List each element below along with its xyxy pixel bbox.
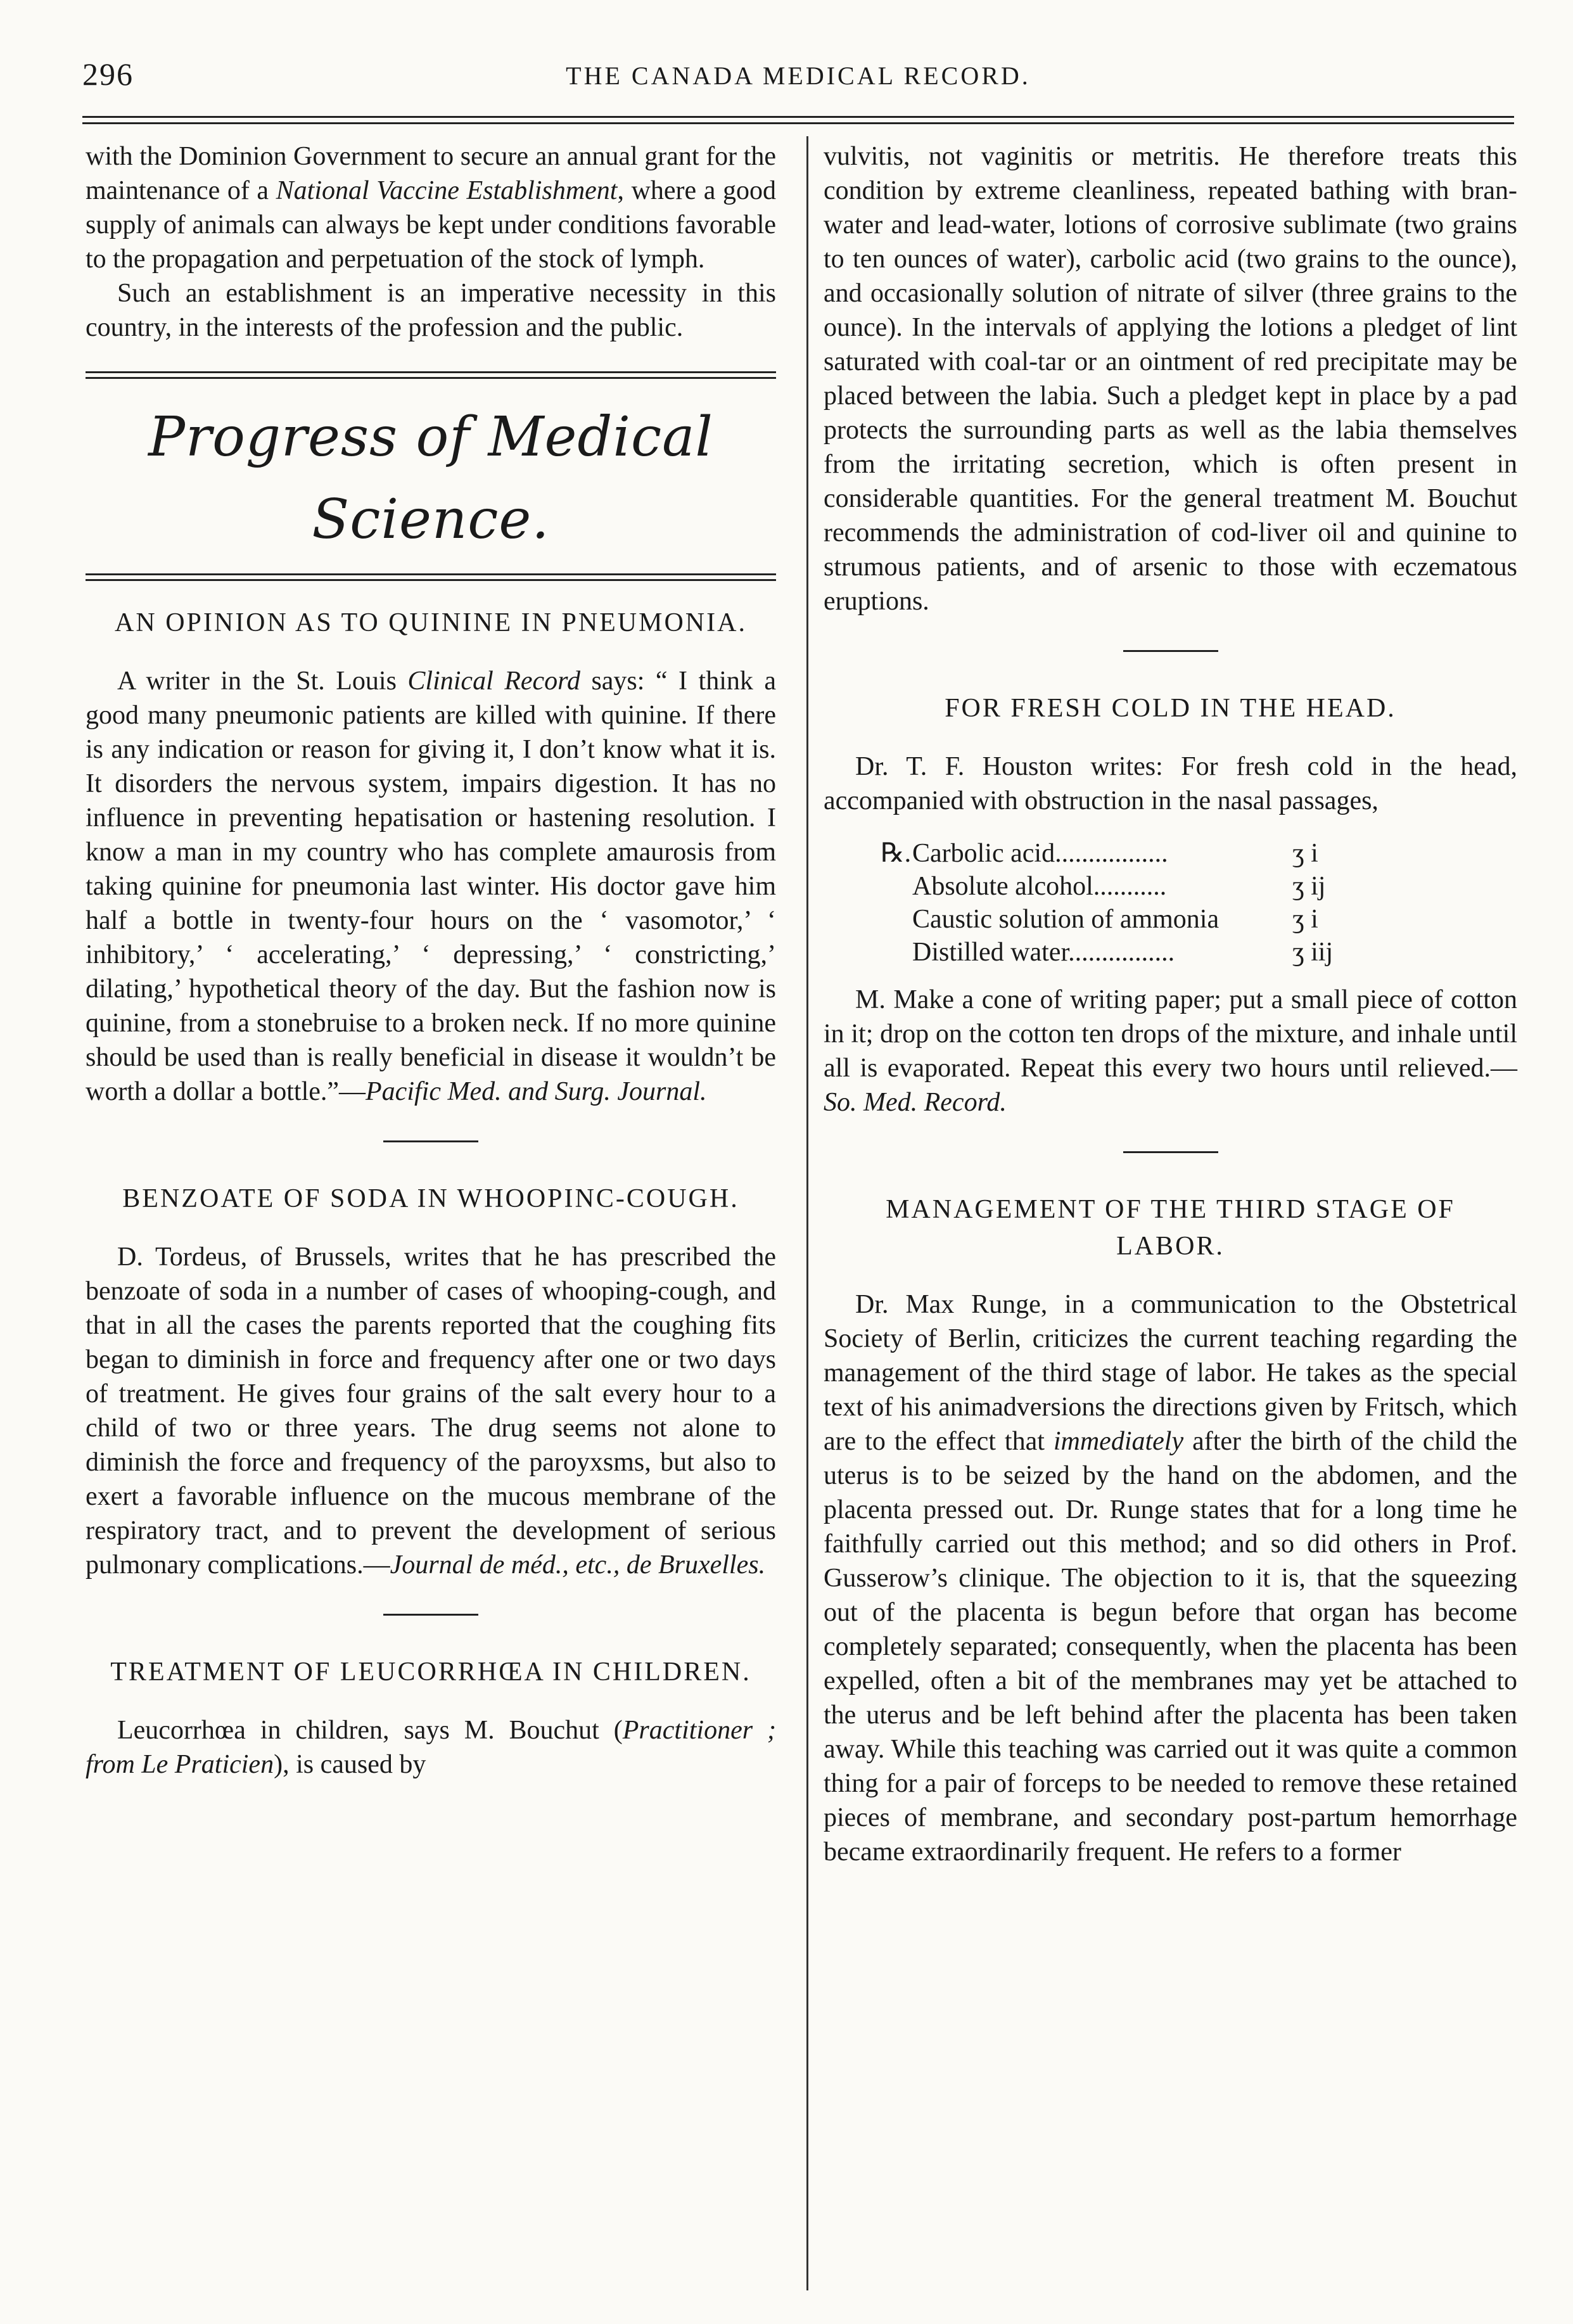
article-separator — [383, 1614, 478, 1616]
quinine-paragraph: A writer in the St. Louis Clinical Record says: “ I think a good many pneumonic patients are killed with quinine. If there is any indication or reason for giving it, I don’t know what it is. It disorders the nervous system, impairs digestion. It has no influence in preventing hepatisation or hastening resolution. I know a man in my country who has complete amaurosis from taking quinine for pneumonia last winter. His doctor gave him half a bottle in twenty-four hours on the ‘ vasomotor,’ ‘ inhibitory,’ ‘ accelerating,’ ‘ depressing,’ ‘ constricting,’ dilating,’ hypothetical theory of the day. But the fashion now is quinine, from a stonebruise to a broken neck. If no more quinine should be used than is really beneficial in disease it wouldn’t be worth a dollar a bottle.”—Pacific Med. and Surg. Journal. — [86, 667, 776, 1106]
necessity-paragraph: Such an establishment is an imperative necessity in this country, in the interests of the profession and the public. — [86, 279, 776, 342]
cold-title: FOR FRESH COLD IN THE HEAD. — [945, 694, 1396, 723]
prescription — [881, 837, 1517, 969]
running-head — [82, 56, 1514, 106]
labor-paragraph: Dr. Max Runge, in a communication to the Obstetrical Society of Berlin, criticizes the current teaching regarding the management of the third stage of labor. He takes as the special text of his animadversions the directions given by Fritsch, which are to the effect that immediately after the birth of the child the uterus is to be seized by the hand on the abdomen, and the placenta pressed out. Dr. Runge states that for a long time he faithfully carried out this method; and so did others in Prof. Gusserow’s clinique. The objection to it is, that the squeezing out of the placenta is begun before that organ has become completely separated; consequently, when the placenta has been expelled, often a bit of the membranes may yet be attached to the uterus and be left behind after the placenta has been taken away. While this teaching was carried out it was quite a common thing for a pair of forceps to be needed to remove these retained pieces of membrane, and secondary post-partum hemorrhage became extraordinarily frequent. He refers to a former — [824, 1290, 1517, 1867]
section-banner: Progress of Medical Science. — [148, 405, 713, 551]
quinine-title: AN OPINION AS TO QUININE IN PNEUMONIA. — [115, 608, 747, 637]
article-separator — [1123, 1151, 1218, 1153]
leucorrhoea-title: TREATMENT OF LEUCORRHŒA IN CHILDREN. — [110, 1657, 751, 1687]
section-double-rule — [86, 371, 776, 377]
benzoate-paragraph: D. Tordeus, of Brussels, writes that he has prescribed the benzoate of soda in a number of cases of whooping-cough, and that in all the cases the parents reported that the coughing fits began to diminish in force and frequency after one or two days of treatment. He gives four grains of the salt every hour to a child of two or three years. The drug seems not alone to diminish the force and frequency of the paroyxsms, but also to exert a favorable influence on the mucous membrane of the respiratory tract, and to prevent the development of serious pulmonary complications.—Journal de méd., etc., de Bruxelles. — [86, 1242, 776, 1580]
leucorrhoea-continuation: vulvitis, not vaginitis or metritis. He therefore treats this condition by extreme cleanliness, repeated bathing with bran-water and lead-water, lotions of corrosive sublimate (two grains to ten ounces of water), carbolic acid (two grains to the ounce), and occasionally solution of nitrate of silver (three grains to the ounce). In the intervals of applying the lotions a pledget of lint saturated with coal-tar or an ointment of red precipitate may be placed between the labia. Such a pledget kept in place by a pad protects the surrounding parts as well as the labia themselves from the irritating secretion, which is often present in considerable quantities. For the general treatment M. Bouchut recommends the administration of cod-liver oil and quinine to strumous patients, and of arsenic to those with eczematous eruptions. — [824, 142, 1517, 616]
recipe-symbol: ℞. — [881, 839, 912, 868]
benzoate-source: Journal de méd., etc., de Bruxelles. — [390, 1550, 766, 1580]
header-rule-top — [82, 116, 1514, 118]
prescription-line: Absolute alcohol........... ʒ ij — [912, 872, 1326, 901]
article-separator — [383, 1140, 478, 1142]
leucorrhoea-paragraph: Leucorrhœa in children, says M. Bouchut (Practitioner ; from Le Praticien), is caused by — [86, 1716, 776, 1779]
page-number: 296 — [82, 56, 134, 92]
prescription-line: ℞. Carbolic acid................. ʒ i — [881, 837, 1517, 870]
cold-directions: M. Make a cone of writing paper; put a small piece of cotton in it; drop on the cotton ten drops of the mixture, and inhale until all is evaporated. Repeat this every two hours until relieved.—So. Med. Record. — [824, 985, 1517, 1117]
right-column — [824, 139, 1517, 1869]
banner-rule — [86, 573, 776, 579]
prescription-line: Distilled water................ ʒ iij — [912, 938, 1334, 967]
journal-title: THE CANADA MEDICAL RECORD. — [566, 61, 1031, 90]
vaccine-paragraph: with the Dominion Government to secure an annual grant for the maintenance of a National Vaccine Establishment, where a good supply of animals can always be kept under conditions favorable to the propagation and perpetuation of the stock of lymph. — [86, 142, 777, 274]
left-column — [86, 139, 776, 1782]
benzoate-title: BENZOATE OF SODA IN WHOOPINC-COUGH. — [122, 1184, 739, 1213]
article-separator — [1123, 650, 1218, 652]
quinine-source: Pacific Med. and Surg. Journal. — [366, 1077, 707, 1106]
labor-title: MANAGEMENT OF THE THIRD STAGE OF LABOR. — [886, 1195, 1455, 1261]
prescription-line: Caustic solution of ammonia ʒ i — [912, 905, 1318, 934]
header-rule-bottom — [82, 122, 1514, 124]
cold-source: So. Med. Record. — [824, 1088, 1007, 1117]
cold-intro: Dr. T. F. Houston writes: For fresh cold in the head, accompanied with obstruction in the nasal passages, — [824, 752, 1517, 815]
column-divider — [806, 136, 808, 2290]
vaccine-establishment-emphasis: National Vaccine Establishment — [276, 176, 618, 205]
